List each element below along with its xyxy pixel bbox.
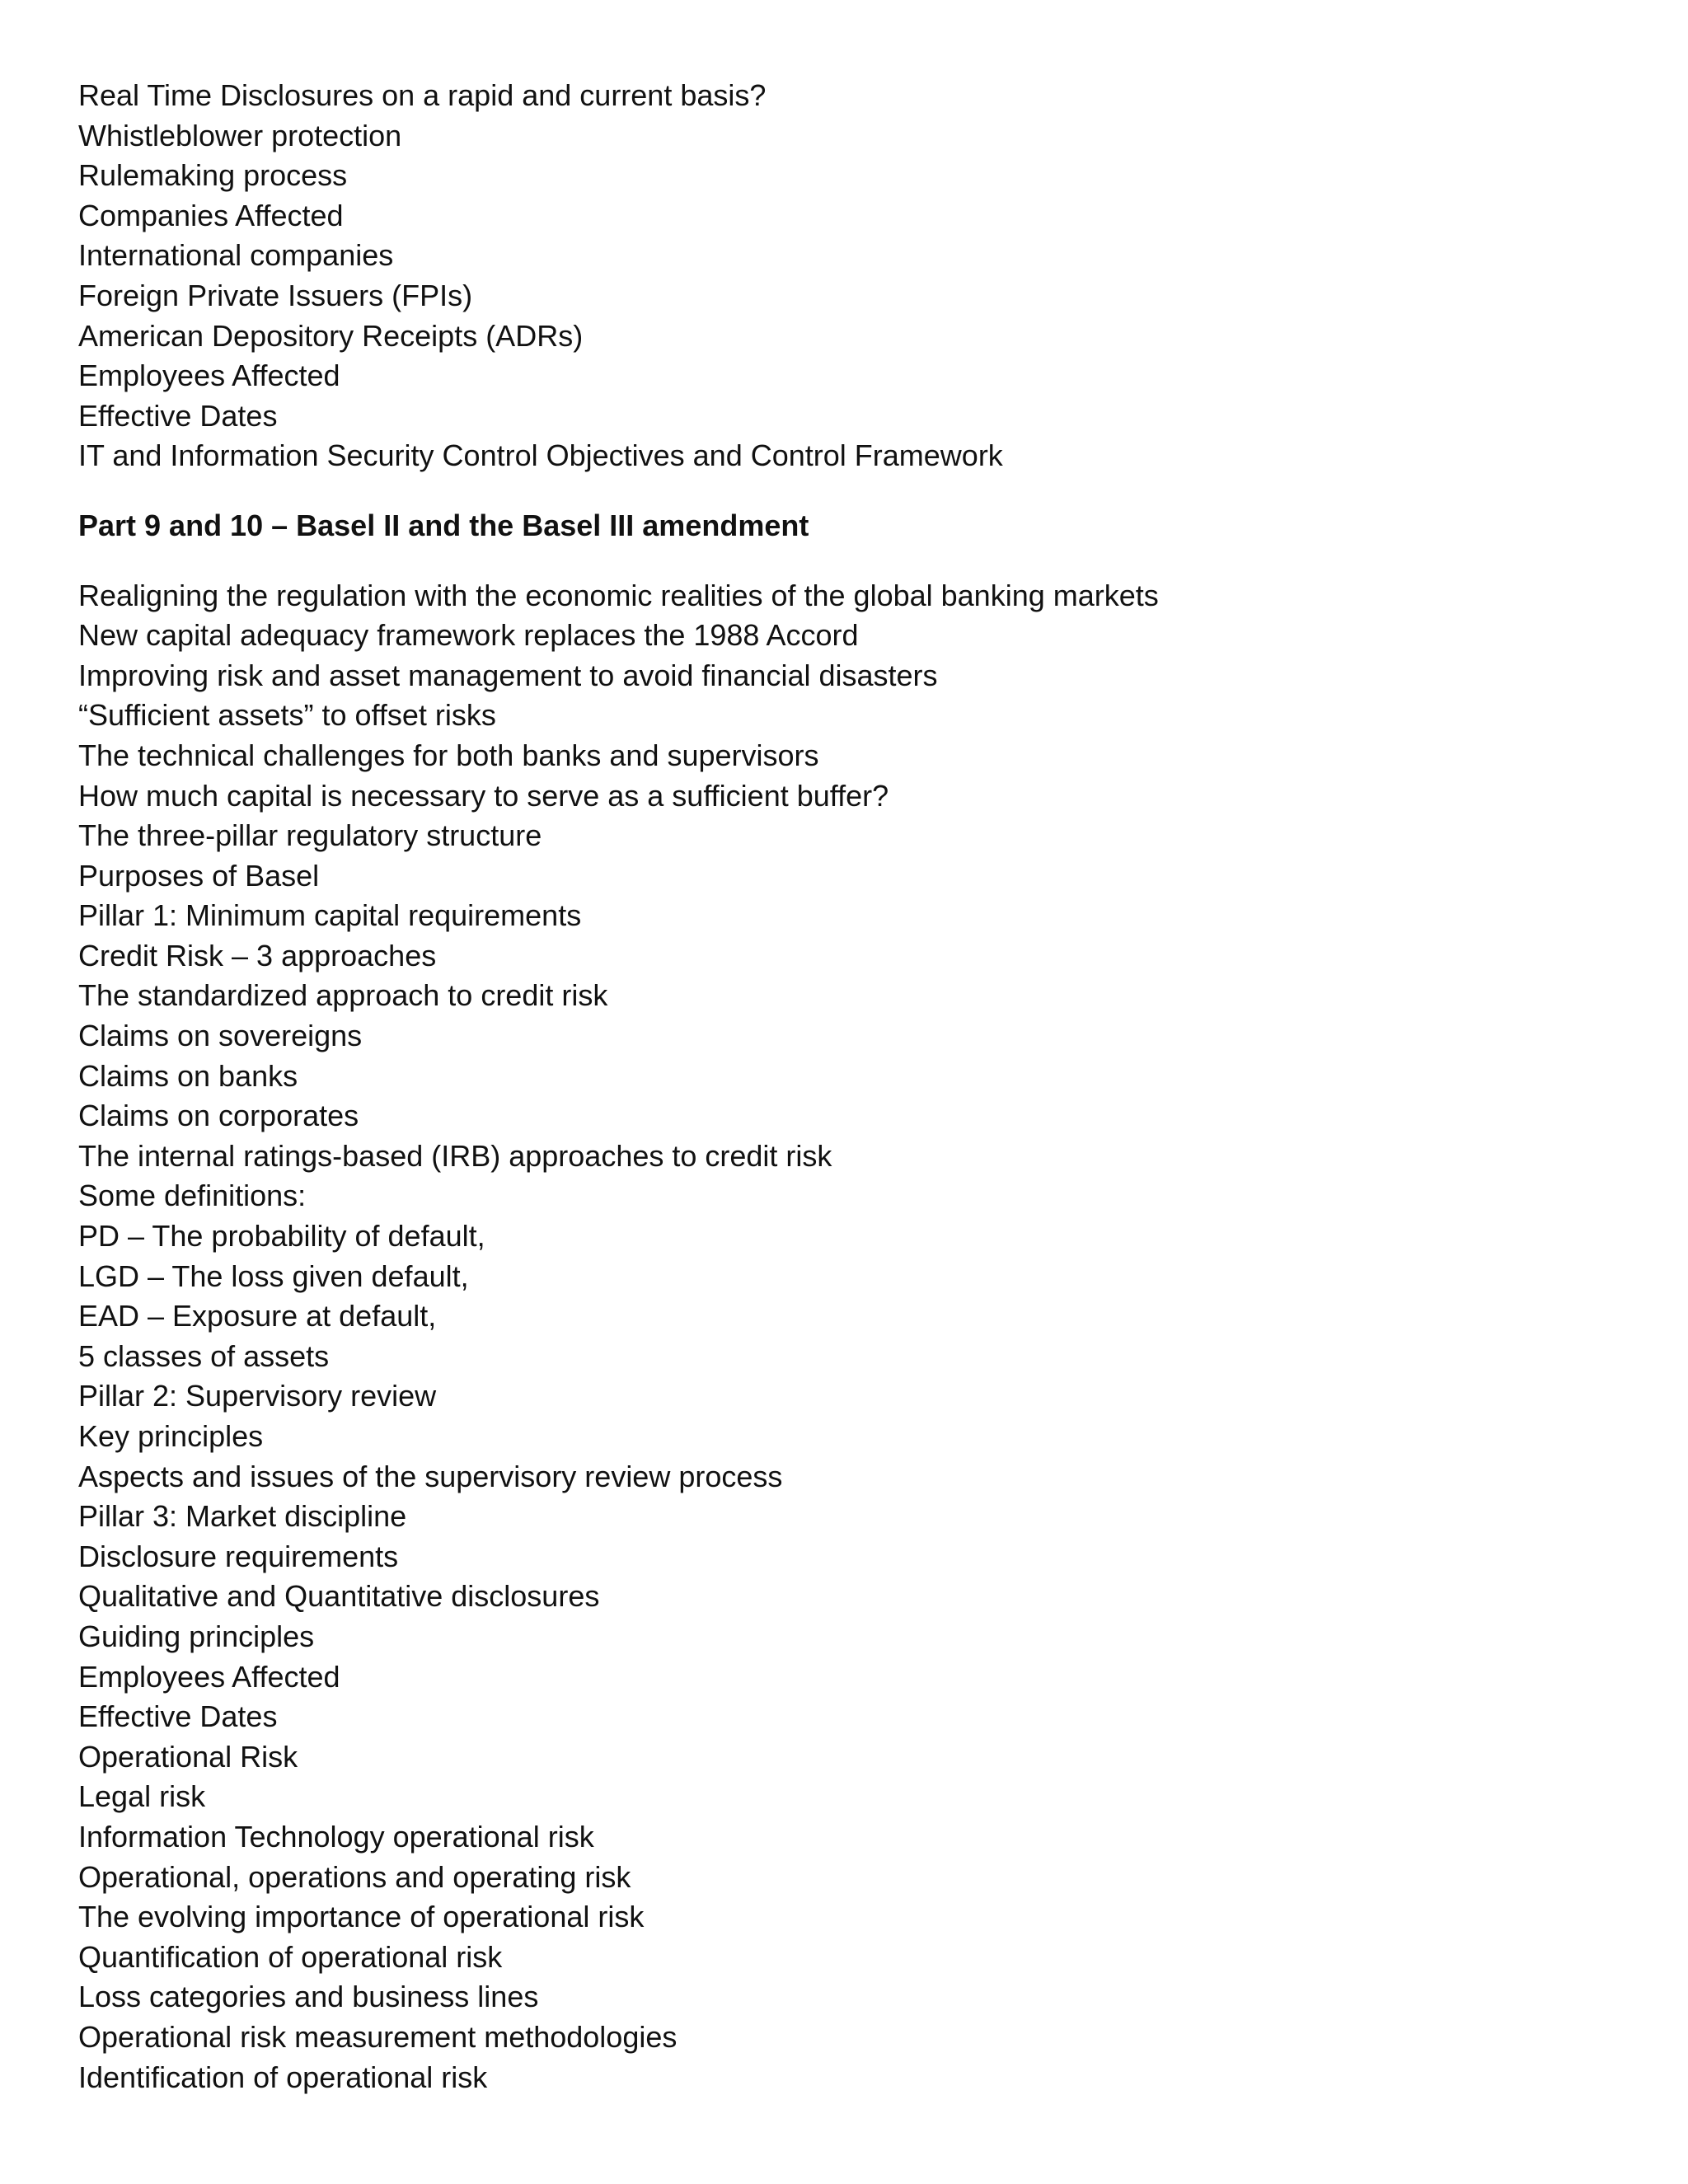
list-item: The internal ratings-based (IRB) approaches to credit risk bbox=[78, 1138, 832, 1173]
list-item: Key principles bbox=[78, 1419, 264, 1453]
list-item: LGD – The loss given default, bbox=[78, 1258, 469, 1293]
list-item: The technical challenges for both banks and supervisors bbox=[78, 738, 819, 772]
list-item: “Sufficient assets” to offset risks bbox=[78, 698, 496, 733]
list-item: The three-pillar regulatory structure bbox=[78, 818, 542, 853]
list-item: Pillar 2: Supervisory review bbox=[78, 1379, 437, 1413]
list-item: How much capital is necessary to serve as a sufficient buffer? bbox=[78, 778, 889, 813]
list-item: Credit Risk – 3 approaches bbox=[78, 938, 437, 972]
list-item: Foreign Private Issuers (FPIs) bbox=[78, 278, 473, 312]
list-item: The standardized approach to credit risk bbox=[78, 978, 608, 1013]
list-item: Purposes of Basel bbox=[78, 858, 320, 893]
list-item: 5 classes of assets bbox=[78, 1338, 330, 1373]
list-item: New capital adequacy framework replaces the 1988 Accord bbox=[78, 618, 859, 653]
list-item: Claims on sovereigns bbox=[78, 1019, 363, 1053]
list-item: Operational, operations and operating risk bbox=[78, 1859, 631, 1894]
list-item: IT and Information Security Control Objectives and Control Framework bbox=[78, 438, 1003, 473]
list-item: Pillar 1: Minimum capital requirements bbox=[78, 898, 582, 933]
list-item: Legal risk bbox=[78, 1779, 206, 1814]
list-item: Realigning the regulation with the economic realities of the global banking markets bbox=[78, 578, 1159, 612]
list-item: Real Time Disclosures on a rapid and current basis? bbox=[78, 78, 767, 112]
list-item: Identification of operational risk bbox=[78, 2060, 488, 2094]
list-item: International companies bbox=[78, 238, 394, 273]
list-item: Rulemaking process bbox=[78, 158, 348, 193]
list-item: Aspects and issues of the supervisory review process bbox=[78, 1459, 783, 1493]
list-item: Loss categories and business lines bbox=[78, 1980, 539, 2014]
section-list bbox=[78, 576, 1603, 2098]
document-content bbox=[78, 76, 1603, 2097]
list-item: Qualitative and Quantitative disclosures bbox=[78, 1579, 600, 1614]
list-item: Companies Affected bbox=[78, 198, 344, 232]
list-item: Operational risk measurement methodologies bbox=[78, 2019, 678, 2054]
list-item: Improving risk and asset management to avoid financial disasters bbox=[78, 658, 938, 692]
list-item: Pillar 3: Market discipline bbox=[78, 1499, 407, 1534]
list-item: Claims on banks bbox=[78, 1058, 298, 1093]
list-item: Operational Risk bbox=[78, 1739, 298, 1774]
intro-list bbox=[78, 76, 1603, 476]
list-item: The evolving importance of operational risk bbox=[78, 1900, 645, 1934]
list-item: Some definitions: bbox=[78, 1179, 307, 1213]
list-item: Effective Dates bbox=[78, 398, 278, 433]
list-item: Employees Affected bbox=[78, 1659, 340, 1694]
list-item: Effective Dates bbox=[78, 1699, 278, 1734]
list-item: EAD – Exposure at default, bbox=[78, 1299, 437, 1333]
list-item: Employees Affected bbox=[78, 359, 340, 393]
list-item: Guiding principles bbox=[78, 1619, 315, 1653]
list-item: American Depository Receipts (ADRs) bbox=[78, 318, 584, 353]
list-item: Quantification of operational risk bbox=[78, 1939, 503, 1974]
list-item: Information Technology operational risk bbox=[78, 1819, 594, 1854]
list-item: PD – The probability of default, bbox=[78, 1219, 485, 1254]
list-item: Whistleblower protection bbox=[78, 118, 402, 152]
list-item: Claims on corporates bbox=[78, 1099, 359, 1133]
list-item: Disclosure requirements bbox=[78, 1539, 399, 1573]
section-heading: Part 9 and 10 – Basel II and the Basel III amendment bbox=[78, 508, 809, 542]
